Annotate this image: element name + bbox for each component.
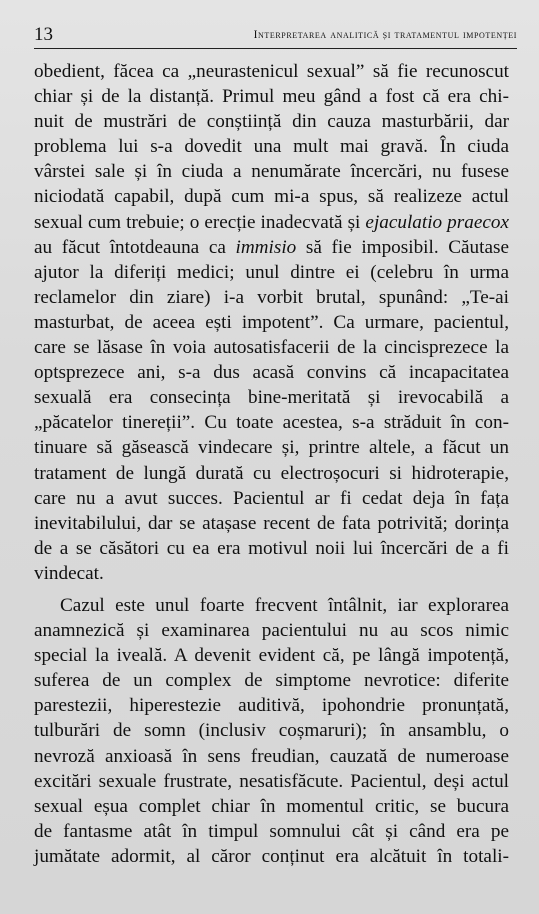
text-line: excitări sexuale frustrate, nesatisfăcute. Pacientul, deși actul: [34, 770, 509, 792]
text-line: de fantasme atât în timpul somnului cât și când era pe: [34, 820, 509, 842]
text-line: de a se căsători cu ea era motivul noii lui încercări de a fi: [34, 537, 509, 559]
text-line: problema lui s-a dovedit una mult mai gravă. În ciuda: [34, 136, 509, 158]
text-line: niciodată capabil, după cum mi-a spus, să realizeze actul: [34, 186, 509, 208]
text-line: Cazul este unul foarte frecvent întâlnit, iar explorarea: [60, 594, 509, 616]
page-header: [34, 22, 517, 49]
text-line: tratament de lungă durată cu electroșocuri si hidroterapie,: [34, 462, 509, 484]
text-line: anamnezică și examinarea pacientului nu au scos nimic: [34, 620, 509, 642]
body-text: [34, 59, 509, 869]
text-line: care se lăsase în voia autosatisfacerii de la cincisprezece la: [34, 337, 509, 359]
text-line: vârstei sale și în ciuda a nenumărate încercări, nu fusese: [34, 161, 509, 183]
text-line: obedient, făcea ca „neurastenicul sexual” să fie recunoscut: [34, 61, 509, 82]
text-run: sexual cum trebuie; o erecție inadecvată și: [34, 211, 366, 233]
text-line: jumătate adormit, al căror conținut era alcătuit în totali-: [34, 845, 509, 867]
text-line: nuit de mustrări de conștiință din cauza masturbării, dar: [34, 111, 509, 133]
text-line: reclamelor din ziare) i-a vorbit brutal, spunând: „Te-ai: [34, 286, 509, 308]
text-run: au făcut întotdeauna ca: [34, 236, 236, 258]
text-line: special la iveală. A devenit evident că, pe lângă impotență,: [34, 645, 509, 667]
text-line: [34, 235, 509, 260]
text-line: sexuală era consecința bine-meritată și irevocabilă a: [34, 387, 509, 409]
text-line: tulburări de somn (inclusiv coșmaruri); în ansamblu, o: [34, 720, 509, 742]
text-line: tinuare să găsească vindecare și, printre altele, a făcut un: [34, 437, 509, 459]
text-line: chiar și de la distanță. Primul meu gând a fost că era chi-: [34, 86, 509, 108]
text-line: optsprezece ani, s-a dus acasă convins că incapacitatea: [34, 362, 509, 384]
text-line: ajutor la diferiți medici; unul dintre ei (celebru în urma: [34, 261, 509, 283]
latin-term: immisio: [235, 236, 297, 258]
paragraph-2: [34, 593, 509, 869]
text-line: „păcatelor tinereții”. Cu toate acestea, s-a străduit în con-: [34, 412, 509, 434]
text-line: care nu a avut succes. Pacientul ar fi cedat deja în fața: [34, 487, 509, 509]
page-number: 13: [34, 24, 53, 45]
text-line: nevroză anxioasă în sens freudian, cauzată de numeroase: [34, 745, 509, 767]
text-line: suferea de un complex de simptome nevrotice: diferite: [34, 670, 509, 692]
text-line: parestezii, hiperestezie auditivă, ipohondrie pronunțată,: [34, 695, 509, 717]
text-line: inevitabilului, dar se atașase recent de fata potrivită; dorința: [34, 512, 509, 534]
text-line: sexual eșua complet chiar în momentul critic, se bucura: [34, 795, 509, 817]
text-line: [34, 210, 509, 235]
latin-term: ejaculatio praecox: [365, 211, 509, 233]
paragraph-1: [34, 59, 509, 586]
text-run: să fie imposibil. Căutase: [296, 236, 509, 258]
text-line: vindecat.: [34, 562, 104, 584]
text-line: masturbat, de aceea ești impotent”. Ca urmare, pacientul,: [34, 311, 509, 333]
running-title: Interpretarea analitică și tratamentul impotenței: [253, 29, 517, 41]
